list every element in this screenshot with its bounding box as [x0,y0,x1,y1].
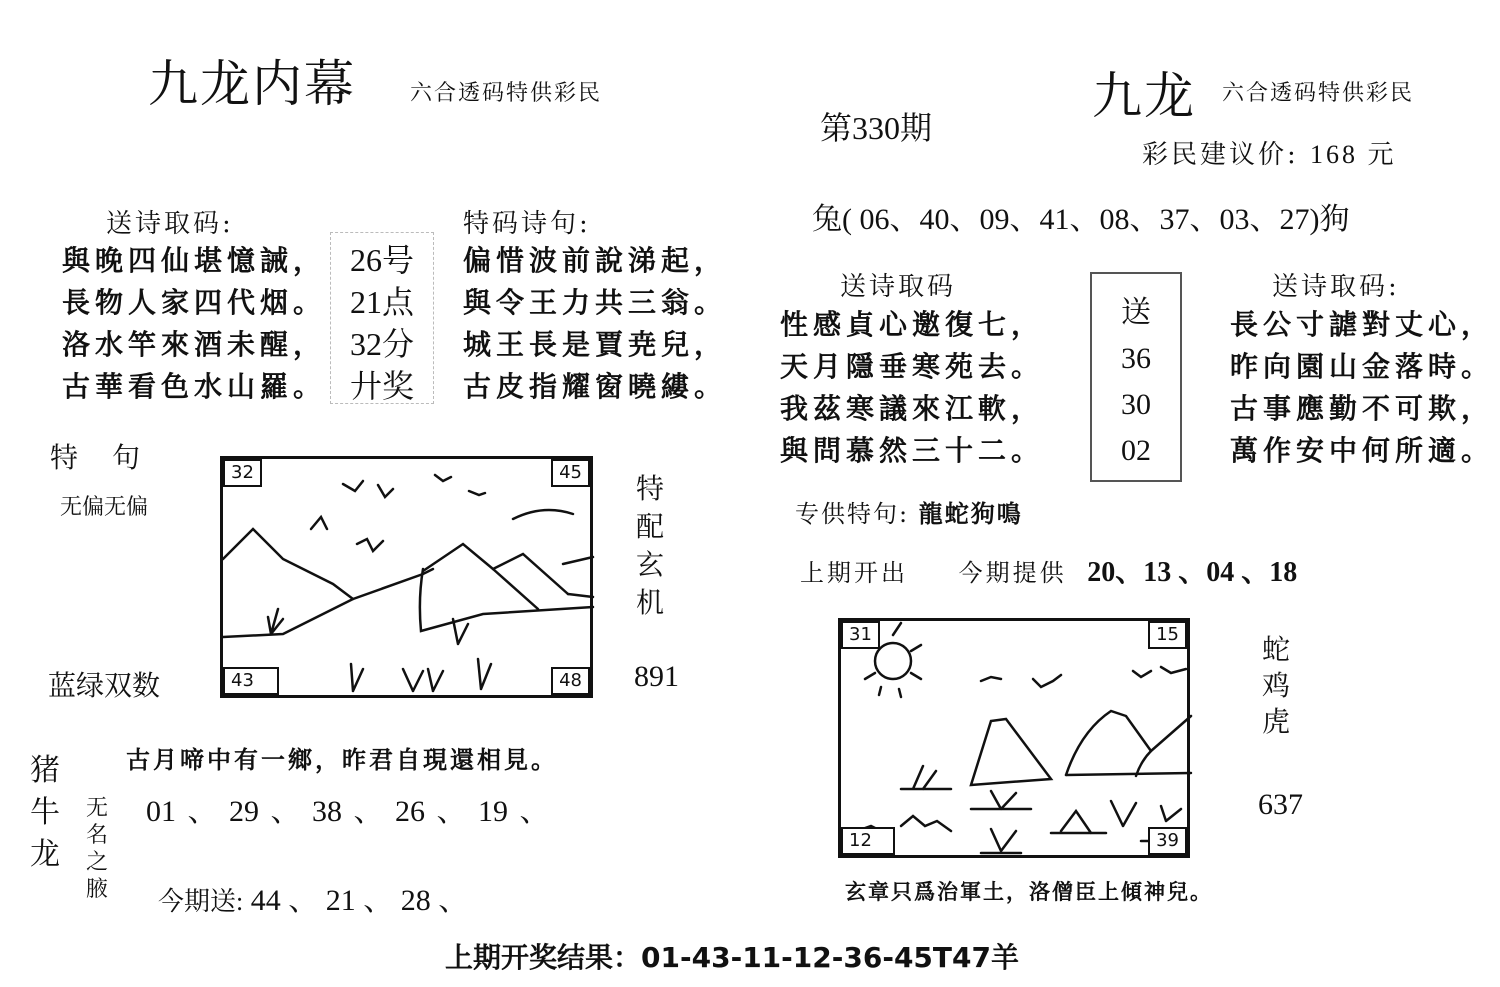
vertical-char: 之 [86,850,109,875]
corner-number: 43 [223,667,279,695]
vertical-char: 虎 [1262,705,1291,738]
special-sentence: 无偏无偏 [60,495,149,520]
zodiac-start: 兔 [812,203,842,236]
poem-line: 我茲寒議來江軟， [780,392,1045,425]
vertical-char: 配 [636,510,665,543]
vertical-char: 特 [636,472,665,505]
right-side-number: 637 [1258,788,1303,821]
poem-line: 天月隱垂寒苑去。 [780,350,1045,383]
color-label: 蓝绿双数 [48,669,161,702]
corner-number: 12 [841,827,895,855]
poem-line: 長物人家四代烟。 [62,286,327,319]
left-title: 九龙内幕 [148,55,356,113]
corner-number: 48 [551,667,590,695]
number: 08 [1099,203,1130,236]
right-side-vertical [1262,632,1290,740]
number: 01 [146,795,176,828]
price [1142,134,1397,171]
number: 19 [478,795,508,828]
draw-number: 26号 [349,242,414,278]
poem-line: 長公寸謔對丈心， [1230,308,1495,341]
poem-line: 洛水竿來酒未醒， [62,328,327,361]
left-side-number: 891 [634,660,679,693]
poem-line: 性感貞心邀復七， [780,308,1045,341]
vertical-char: 无 [86,796,109,821]
nameless-vertical [86,795,108,903]
right-poem-label-b: 送诗取码: [1272,272,1400,302]
price-label: 彩民建议价: [1142,140,1299,170]
poem-line: 與問慕然三十二。 [780,434,1045,467]
vertical-char: 蛇 [1262,633,1291,666]
number: 27 [1279,203,1310,236]
vertical-char: 腋 [86,877,109,902]
left-side-vertical [636,470,664,622]
vertical-char: 牛 [30,795,60,830]
special-line [795,494,1023,529]
left-numbers: 01 、 29 、 38 、 26 、 19 、 [146,795,550,828]
right-poem-a [780,304,1044,472]
today-send: 今期送: 44 、 21 、 28 、 [158,884,469,917]
poem-line: 古事應勤不可欺， [1230,392,1495,425]
today-label: 今期送: [158,887,244,916]
right-poem-b [1230,304,1494,472]
vertical-char: 猪 [30,753,60,788]
number: 44 [250,884,281,917]
vertical-char: 鸡 [1262,669,1291,702]
number: 02 [1121,434,1151,467]
send-box [1090,272,1182,482]
issue-number: 第330期 [820,110,933,146]
send-label: 送 [1121,295,1151,330]
result-label: 上期开奖结果： [445,941,642,974]
landscape-drawing [223,459,596,701]
right-picture [838,618,1190,858]
special-poem [463,240,727,408]
draw-label: 廾奖 [349,368,414,404]
poem-line: 昨向園山金落時。 [1230,350,1495,383]
number: 36 [1121,342,1151,375]
left-poem [62,240,326,408]
right-subtitle: 六合透码特供彩民 [1222,81,1415,106]
right-verse: 玄章只爲治軍土，洛僧臣上傾神兒。 [845,879,1213,904]
number: 38 [312,795,342,828]
result-value: 01-43-11-12-36-45T47羊 [641,941,1019,974]
number: 06 [859,203,890,236]
left-subtitle: 六合透码特供彩民 [410,81,603,106]
special-label: 专供特句: [795,500,910,528]
vertical-char: 机 [636,586,665,619]
special-text: 龍蛇狗鳴 [918,499,1023,528]
right-poem-label-a: 送诗取码 [840,272,957,302]
draw-time-box [330,232,434,404]
number: 40 [919,203,950,236]
last-today-line [800,550,1297,590]
draw-hour: 21点 [349,284,414,320]
draw-minute: 32分 [349,326,414,362]
corner-number: 31 [841,621,880,649]
number: 37 [1159,203,1190,236]
poem-line: 偏惜波前說涕起， [463,244,728,277]
poem-line: 與晚四仙堪憶誡， [62,244,327,277]
landscape-drawing [841,621,1193,861]
number: 09 [979,203,1010,236]
poem-line: 古皮指耀窗曉縷。 [463,370,728,403]
left-poem-label: 送诗取码: [106,209,234,239]
vertical-char: 龙 [30,837,60,872]
zodiac-vertical [30,750,60,876]
last-label: 上期开出 [800,559,908,587]
price-value: 168 元 [1310,140,1397,169]
zodiac-numbers: 兔( 06、40、09、41、08、37、03、27)狗 [812,203,1350,236]
corner-number: 39 [1148,827,1187,855]
vertical-char: 名 [86,823,109,848]
number: 30 [1121,388,1151,421]
poem-line: 城王長是賈尭兒， [463,328,728,361]
special-poem-label: 特码诗句: [463,209,591,239]
number: 03 [1219,203,1250,236]
corner-number: 45 [551,459,590,487]
poem-line: 萬作安中何所適。 [1230,434,1495,467]
zodiac-end: 狗 [1319,203,1350,236]
today-label: 今期提供 [958,559,1067,587]
number: 41 [1039,203,1070,236]
last-result [445,936,1019,976]
poem-line: 古華看色水山羅。 [62,370,327,403]
today-numbers: 20、13 、04 、18 [1087,557,1298,588]
number: 28 [400,884,431,917]
left-picture [220,456,593,698]
left-verse: 古月啼中有一鄉，昨君自現還相見。 [126,745,558,774]
vertical-char: 玄 [636,548,665,581]
special-sentence-label: 特 句 [50,441,144,474]
right-title: 九龙 [1092,67,1196,125]
corner-number: 32 [223,459,262,487]
corner-number: 15 [1148,621,1187,649]
number: 29 [229,795,259,828]
number: 21 [325,884,356,917]
poem-line: 與令王力共三翁。 [463,286,728,319]
number: 26 [395,795,425,828]
